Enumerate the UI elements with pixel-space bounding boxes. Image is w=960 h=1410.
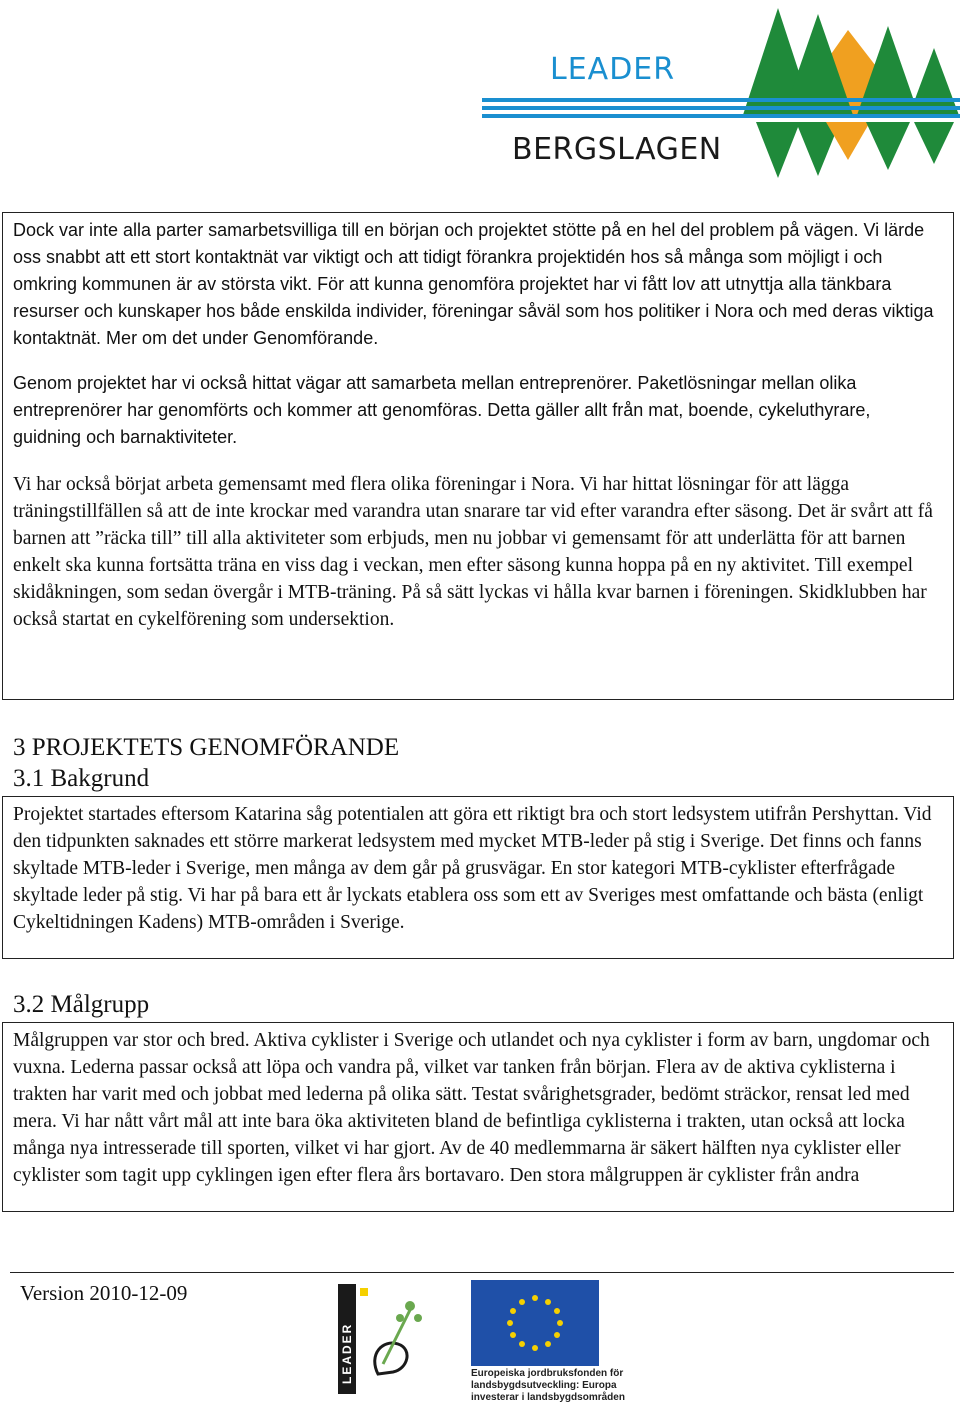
bakgrund-paragraph: Projektet startades eftersom Katarina såg potentialen att göra ett riktigt bra och stort ledsystem utifrån Pershyttan. Vid den tidpunkten saknades ett större markerat ledsystem med mycket MTB-leder på stig i Sverige. Det finns och fanns skyltade MTB-leder i Sverige, men många av dem går på grusvägar. En stor kategori MTB-cyklister efterfrågade skyltade leder på stig. Vi har på bara ett år lyckats etablera oss som ett av Sveriges mest omfattande och bästa (enligt Cykeltidningen Kadens) MTB-områden i Sverige.	[13, 804, 932, 933]
eu-caption-line-1: Europeiska jordbruksfonden för	[471, 1368, 624, 1379]
eu-caption	[471, 1368, 625, 1404]
bakgrund-text-box	[2, 796, 954, 959]
eu-flag-icon	[471, 1280, 599, 1366]
svg-text:LEADER: LEADER	[340, 1322, 354, 1384]
intro-paragraph-3: Vi har också börjat arbeta gemensamt med flera olika föreningar i Nora. Vi har hittat lösningar för att lägga träningstillfällen så att de inte krockar med varandra utan snarare tar vid efter varandra efter säsong. Det är svårt att få barnen att ”räcka till” till alla aktiviteter som erbjuds, men nu jobbar vi gemensamt för att underlätta för att barnen enkelt ska kunna fortsätta träna en viss dag i veckan, men efter säsong kunna hoppa på en ny aktivitet. Till exempel skidåkningen, som sedan övergår i MTB-träning. På så sätt lyckas vi hålla kvar barnen i föreningen. Skidklubben har också startat en cykelförening som undersektion.	[13, 474, 933, 630]
intro-text-box	[2, 212, 954, 700]
intro-paragraph-1	[13, 217, 943, 352]
logo-text-bergslagen: BERGSLAGEN	[512, 132, 722, 167]
leader-bergslagen-logo	[476, 0, 960, 185]
footer-divider	[10, 1272, 954, 1273]
malgrupp-paragraph: Målgruppen var stor och bred. Aktiva cyklister i Sverige och utlandet och nya cyklister i form av barn, ungdomar och vuxna. Lederna passar också att löpa och vandra på, vilket var tanken från början. Flera av de aktiva cyklisterna i trakten har varit med och jobbat med lederna på olika sätt. Testat svårighetsgrader, bedömt sträckor, rensat led med mera. Vi har nått vårt mål att inte bara öka aktiviteten bland de befintliga cyklisterna i trakten, utan också att locka många nya intresserade till sporten, vilket vi har gjort. Av de 40 medlemmarna är säkert hälften nya cyklister eller cyklister som tagit upp cyklingen igen efter flera års bortavaro. Den stora målgruppen är cyklister från andra	[13, 1030, 930, 1186]
version-label: Version 2010-12-09	[20, 1281, 188, 1305]
leader-emblem-icon	[338, 1284, 438, 1394]
section-heading: 3 PROJEKTETS GENOMFÖRANDE	[13, 734, 400, 761]
eu-caption-line-2: landsbygdsutveckling: Europa	[471, 1380, 617, 1391]
eu-caption-line-3: investerar i landsbygdsområden	[471, 1392, 625, 1403]
intro-paragraph-2: Genom projektet har vi också hittat vägar att samarbeta mellan entreprenörer. Paketlösningar mellan olika entreprenörer har genomförts och kommer att genomföras. Detta gäller allt från mat, boende, cykeluthyrare, guidning och barnaktiviteter.	[13, 373, 871, 447]
intro-paragraph-1-sans: Dock var inte alla parter samarbetsvilliga till en början och projektet stötte på en hel del problem på vägen. Vi lärde oss snabbt att ett stort kontaktnät var viktigt och att tidigt förankra projektidén hos så många som möjligt i och omkring kommunen är av största vikt.	[13, 220, 925, 294]
subsection-heading-malgrupp: 3.2 Målgrupp	[13, 991, 150, 1018]
logo-text-leader: LEADER	[550, 52, 676, 87]
subsection-heading-bakgrund: 3.1 Bakgrund	[13, 765, 150, 792]
intro-paragraph-1-serif: För att kunna genomföra projektet har vi fått lov att utnyttja alla tänkbara resurser och kunskaper hos både enskilda individer, föreningar såväl som hos politiker i Nora och med deras viktiga kontaktnät. Mer om det under Genomförande.	[13, 274, 934, 348]
malgrupp-text-box	[2, 1022, 954, 1212]
